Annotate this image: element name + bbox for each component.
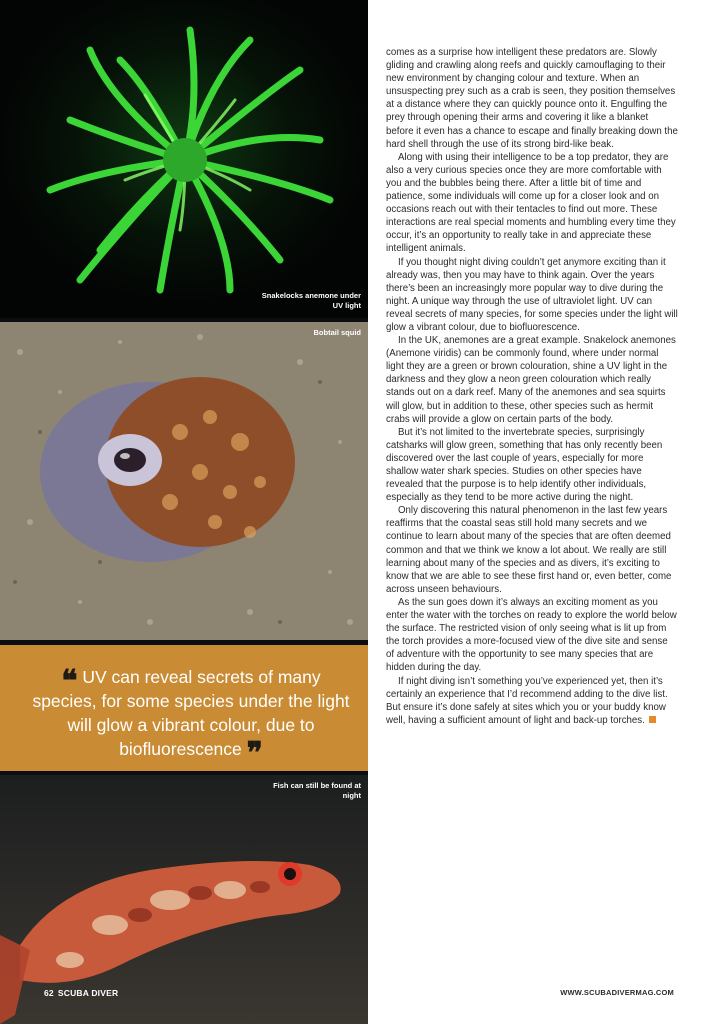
article-body [386,46,678,727]
paragraph-2: Along with using their intelligence to be a top predator, they are also a very curious species once they are more comfortable with you and the bubbles being there. After a little bit of time and patience, some individuals will come up for a closer look and on occasions reach out with their tentacles to find out more. These interactions are real special moments and humbling every time they occur, it’s an opportunity to really take in and appreciate these intelligent animals. [386,151,676,255]
caption-squid: Bobtail squid [313,328,361,337]
paragraph-3: If you thought night diving couldn’t get anymore exciting than it already was, then you may have to think again. Over the years there’s been an increasingly more popular way to dive during the night. A unique way through the use of ultraviolet light. UV can reveal secrets of many species, for some species under the light will glow a vibrant colour, due to biofluorescence. [386,256,678,333]
paragraph-1: comes as a surprise how intelligent these predators are. Slowly gliding and crawling along reefs and quickly camouflaging to their new environment by changing colour and texture. When an unsuspecting prey such as a crab is seen, they position themselves at a distance where they can quickly pounce onto it. Engulfing the prey through opening their arms and covering it like a blanket before it even has a chance to escape and finally breaking down the hard shell through the use of its strong bird-like beak. [386,47,678,150]
close-quote-icon: ❞ [246,736,263,771]
pull-quote-text [32,664,350,771]
paragraph-5: But it’s not limited to the invertebrate species, surprisingly catsharks will glow green, something that has only recently been discovered over the last couple of years, especially for more shallow water shark species. Studies on other species have revealed that the purpose is to help identify other individuals, especially as they tend to be more active during the night. [386,426,663,504]
anemone-photo [0,0,368,318]
pull-quote-body: UV can reveal secrets of many species, for some species under the light will glow a vibrant colour, due to biofluorescence [32,667,350,759]
magazine-name: SCUBA DIVER [57,988,119,998]
caption-fish: Fish can still be found at night [273,781,361,800]
paragraph-7: As the sun goes down it’s always an exciting moment as you enter the water with the torches on ready to explore the world below the surface. The restricted vision of only seeing what is lit up from the torch provides a more-focused view of the dive site and sense of adventure with the opportunity to see many species that are hidden during the day. [386,596,677,674]
caption-anemone: Snakelocks anemone under UV light [261,291,361,310]
open-quote-icon: ❝ [61,664,78,699]
paragraph-8-text: If night diving isn’t something you’ve experienced yet, then it’s certainly an experience that I’d recommend adding to the dive list. But ensure it’s done safely at sites which you or your buddy know well, having a sufficient amount of light and back-up torches. [386,675,668,726]
page-number: 62 [44,988,54,998]
end-mark-icon [649,716,656,723]
paragraph-4: In the UK, anemones are a great example. Snakelock anemones (Anemone viridis) can be commonly found, where under normal light they are a green or brown colouration, shine a UV light in the darkness and they glow a neon green colouration which really stands out on a dark reef. Many of the anemones and sea squirts will glow, but in addition to these, other species such as hermit crabs will provide a glow on certain parts of the body. [386,335,676,425]
website-url[interactable]: WWW.SCUBADIVERMAG.COM [560,988,674,997]
fish-photo [0,775,368,1024]
paragraph-8 [386,675,678,727]
squid-photo [0,322,368,640]
paragraph-6: Only discovering this natural phenomenon in the last few years reaffirms that the coastal seas still hold many secrets and we continue to learn about many of the species that are often deemed common and that we think we know a lot about. We really are still learning about many of the species and as divers, it’s exciting to know that we are able to see these first hand or, even better, come across unseen behaviours. [386,505,672,595]
folio [44,988,122,998]
pull-quote [0,645,368,771]
